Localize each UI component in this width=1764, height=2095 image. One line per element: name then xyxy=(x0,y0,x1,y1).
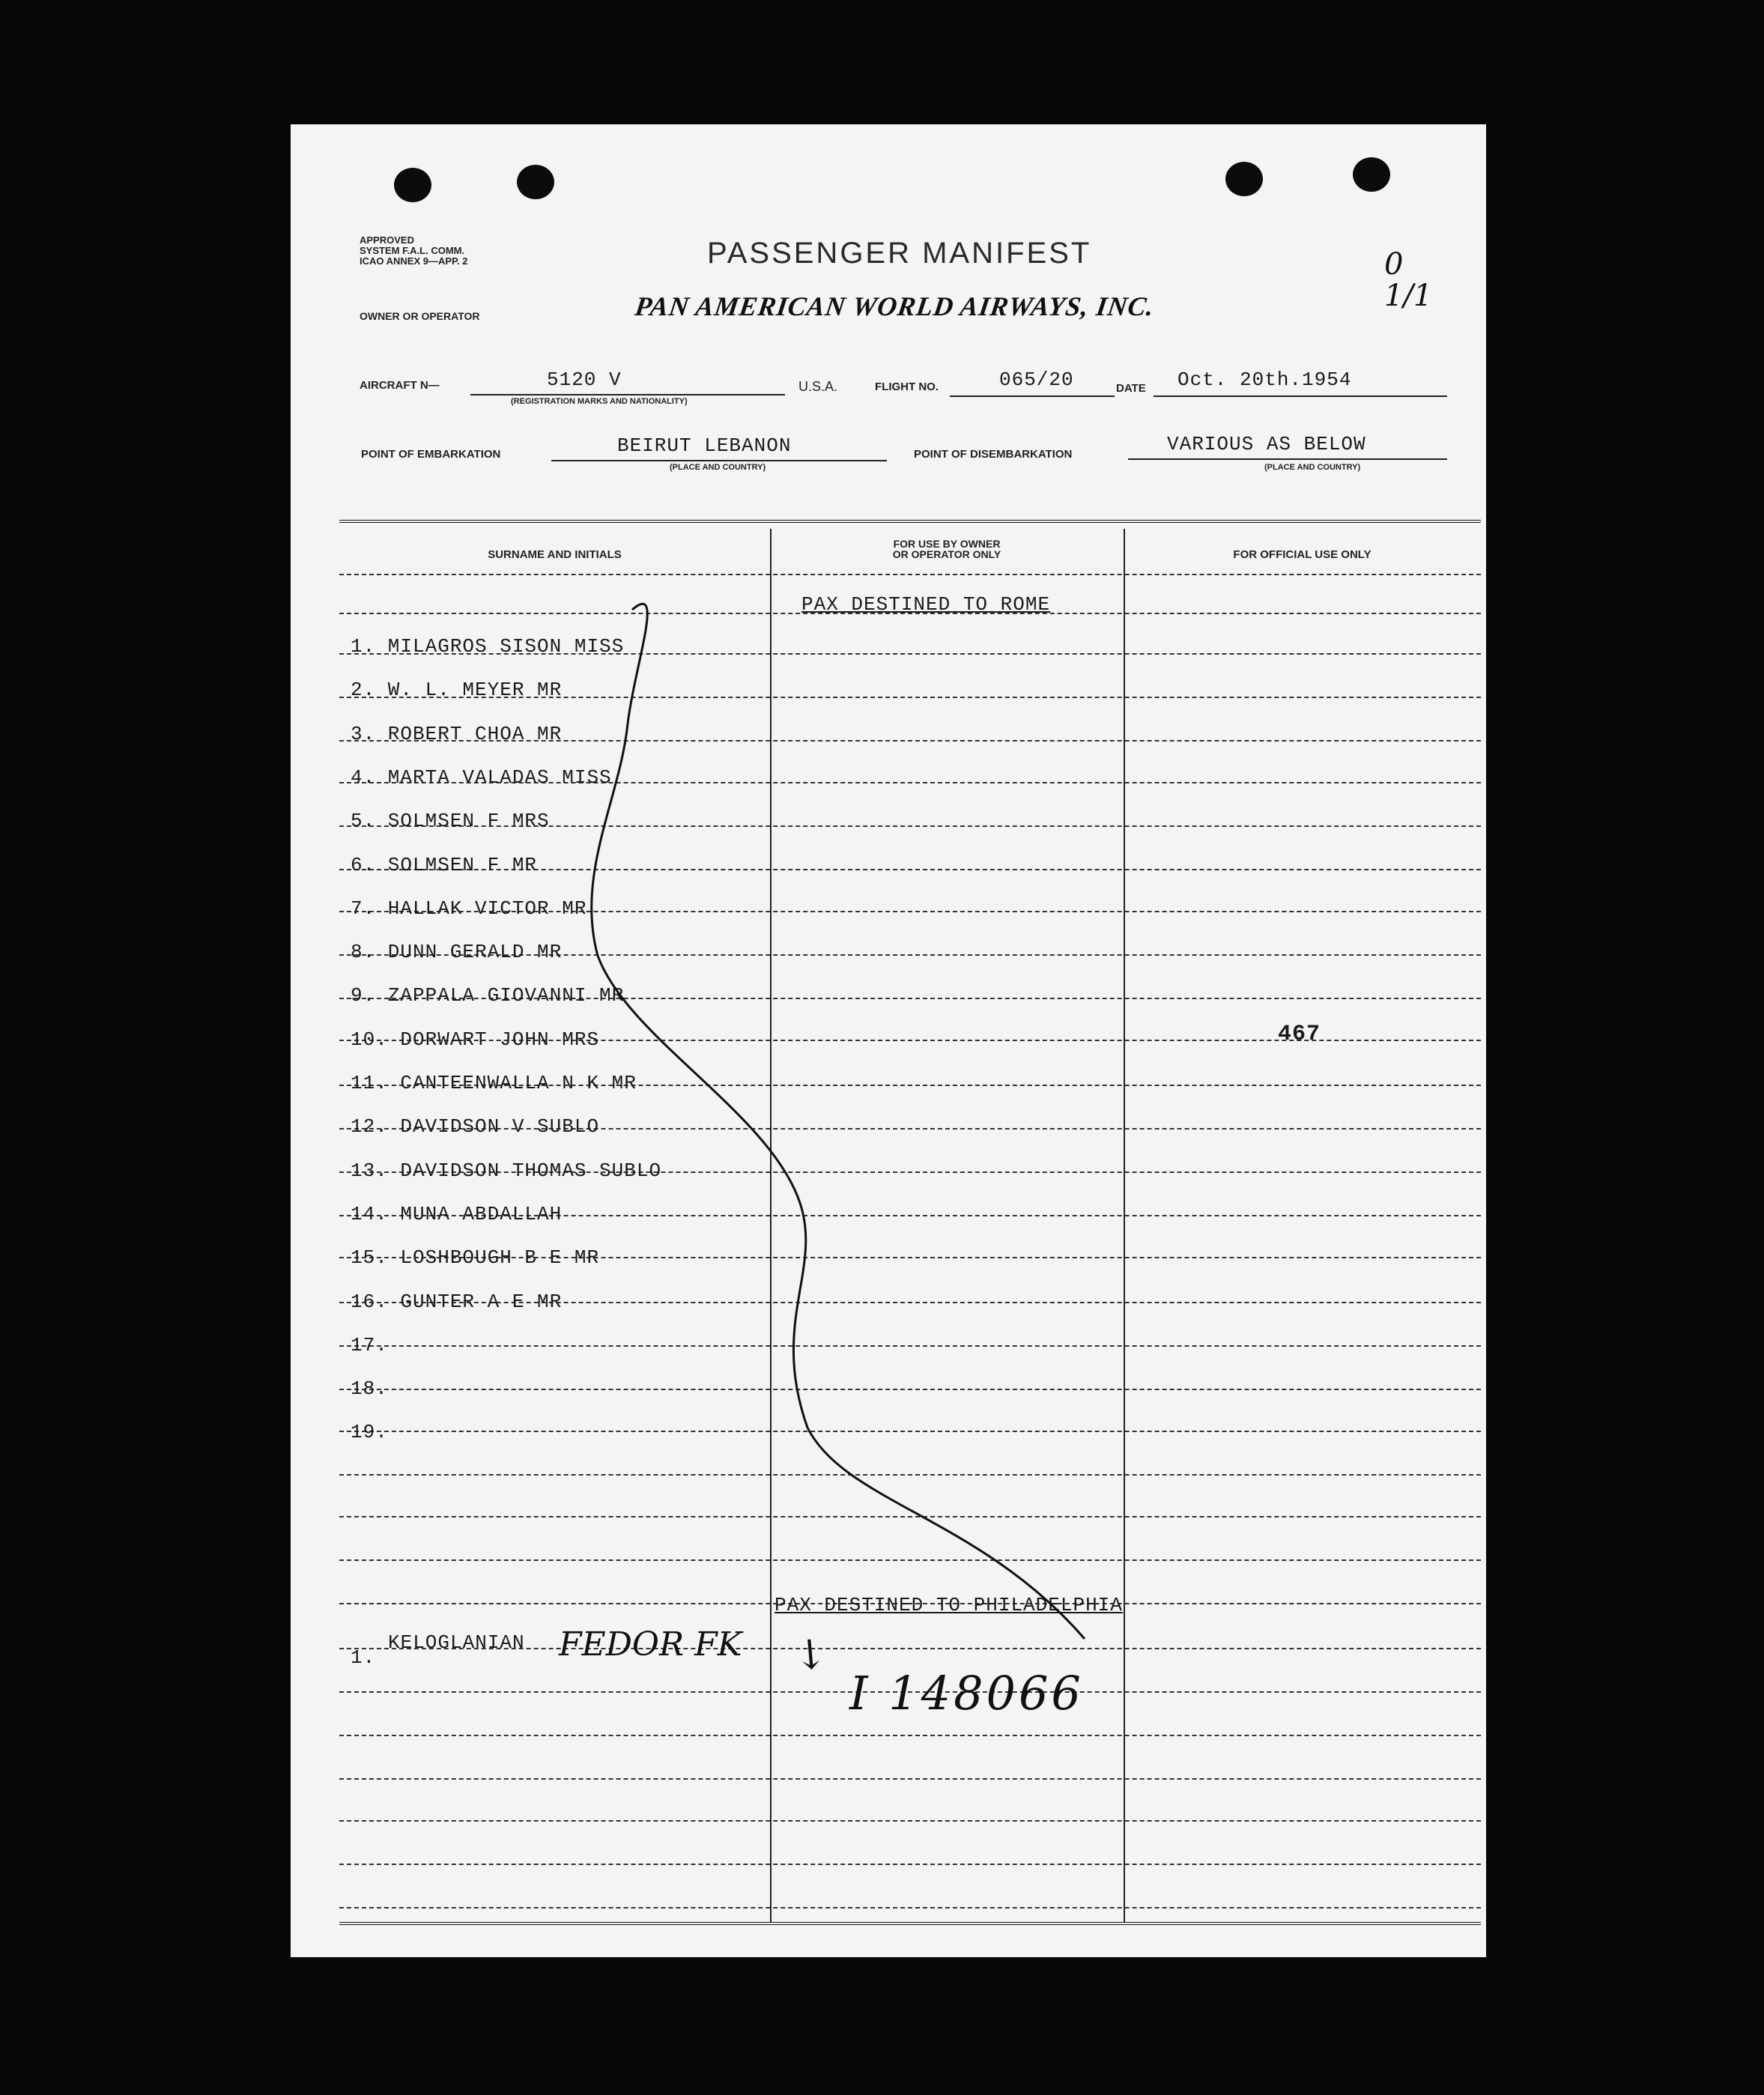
disembarkation-label: POINT OF DISEMBARKATION xyxy=(914,448,1073,461)
passenger-entry: 19. xyxy=(351,1421,388,1444)
owner-label: OWNER OR OPERATOR xyxy=(360,310,480,322)
row-line xyxy=(339,1389,1481,1390)
row-line xyxy=(339,1474,1481,1476)
underline xyxy=(551,460,887,461)
passenger-entry: 4. MARTA VALADAS MISS xyxy=(351,765,612,789)
row-line xyxy=(339,1559,1481,1561)
passenger-entry: 10. DORWART JOHN MRS xyxy=(351,1028,600,1051)
embarkation-sublabel: (PLACE AND COUNTRY) xyxy=(670,463,766,472)
embarkation-value: BEIRUT LEBANON xyxy=(617,434,792,457)
disembarkation-value: VARIOUS AS BELOW xyxy=(1167,433,1366,455)
group1-heading: PAX DESTINED TO ROME xyxy=(801,593,1051,616)
table-bottom-rule xyxy=(339,1922,1481,1925)
group2-handwritten-name: FEDOR FK xyxy=(559,1625,742,1664)
date-value: Oct. 20th.1954 xyxy=(1177,369,1352,391)
corner-mark: 0 1/1 xyxy=(1384,247,1433,313)
underline xyxy=(950,395,1115,397)
punch-hole xyxy=(394,168,431,202)
punch-hole xyxy=(517,165,554,199)
passenger-entry: 8. DUNN GERALD MR xyxy=(351,941,563,964)
date-label: DATE xyxy=(1116,382,1146,395)
underline xyxy=(1154,395,1447,397)
underline xyxy=(470,394,785,395)
group2-passenger-number: 1. xyxy=(351,1646,376,1669)
manifest-sheet xyxy=(291,124,1486,1957)
table-top-rule xyxy=(339,520,1481,523)
passenger-entry: 11. CANTEENWALLA N K MR xyxy=(351,1072,637,1094)
owner-column-header-2: OR OPERATOR ONLY xyxy=(892,548,1001,560)
passenger-entry: 2. W. L. MEYER MR xyxy=(351,679,563,702)
approval-line: APPROVED xyxy=(360,234,414,246)
aircraft-sublabel: (REGISTRATION MARKS AND NATIONALITY) xyxy=(511,397,688,406)
passenger-entry: 5. SOLMSEN F MRS xyxy=(351,810,550,833)
column-divider xyxy=(770,529,772,1922)
passenger-entry: 12. DAVIDSON V SUBLO xyxy=(351,1115,600,1139)
row-line xyxy=(339,1735,1481,1736)
row-line xyxy=(339,1516,1481,1518)
aircraft-label: AIRCRAFT N— xyxy=(360,379,440,392)
passenger-entry: 3. ROBERT CHOA MR xyxy=(351,722,563,745)
approval-line: SYSTEM F.A.L. COMM. xyxy=(360,245,465,256)
surname-column-header: SURNAME AND INITIALS xyxy=(488,548,622,561)
aircraft-value: 5120 V xyxy=(547,369,622,391)
row-line xyxy=(339,1820,1481,1822)
passenger-entry: 14. MUNA ABDALLAH xyxy=(351,1202,563,1225)
passenger-entry: 16. GUNTER A E MR xyxy=(351,1290,563,1313)
row-line xyxy=(339,1778,1481,1780)
embarkation-label: POINT OF EMBARKATION xyxy=(361,448,501,461)
approval-line: ICAO ANNEX 9—APP. 2 xyxy=(360,255,468,267)
row-line xyxy=(339,1864,1481,1865)
flight-value: 065/20 xyxy=(999,369,1074,391)
disembarkation-sublabel: (PLACE AND COUNTRY) xyxy=(1264,463,1361,472)
punch-hole xyxy=(1225,162,1263,196)
airline-name: PAN AMERICAN WORLD AIRWAYS, INC. xyxy=(633,291,1157,321)
group2-heading: PAX DESTINED TO PHILADELPHIA xyxy=(775,1594,1123,1616)
passenger-entry: 18. xyxy=(351,1377,388,1401)
official-column-header: FOR OFFICIAL USE ONLY xyxy=(1233,548,1372,561)
underline xyxy=(1128,458,1447,460)
passenger-entry: 7. HALLAK VICTOR MR xyxy=(351,897,587,920)
country-label: U.S.A. xyxy=(798,379,838,394)
row-line xyxy=(339,1907,1481,1908)
row-line xyxy=(339,574,1481,575)
passenger-entry: 9. ZAPPALA GIOVANNI MR xyxy=(351,984,625,1007)
passenger-entry: 15. LOSHBOUGH B E MR xyxy=(351,1246,600,1270)
page-title: PASSENGER MANIFEST xyxy=(707,237,1092,270)
owner-column-header-1: FOR USE BY OWNER xyxy=(893,538,1001,550)
arrow-icon: ↘ xyxy=(783,1624,840,1683)
column-divider xyxy=(1124,529,1125,1922)
group2-passenger-name: KELOGLANIAN xyxy=(388,1631,525,1654)
flight-label: FLIGHT NO. xyxy=(875,381,939,393)
row-line xyxy=(339,1345,1481,1347)
handwritten-number: I 148066 xyxy=(849,1666,1084,1720)
row-line xyxy=(339,1431,1481,1432)
passenger-entry: 13. DAVIDSON THOMAS SUBLO xyxy=(351,1159,662,1182)
official-note: 467 xyxy=(1278,1022,1321,1047)
passenger-entry: 6. SOLMSEN F MR xyxy=(351,853,538,876)
strike-curve-path xyxy=(592,604,1085,1639)
passenger-entry: 1. MILAGROS SISON MISS xyxy=(351,635,625,658)
passenger-entry: 17. xyxy=(351,1333,388,1356)
approval-block xyxy=(360,235,468,267)
punch-hole xyxy=(1353,157,1390,192)
